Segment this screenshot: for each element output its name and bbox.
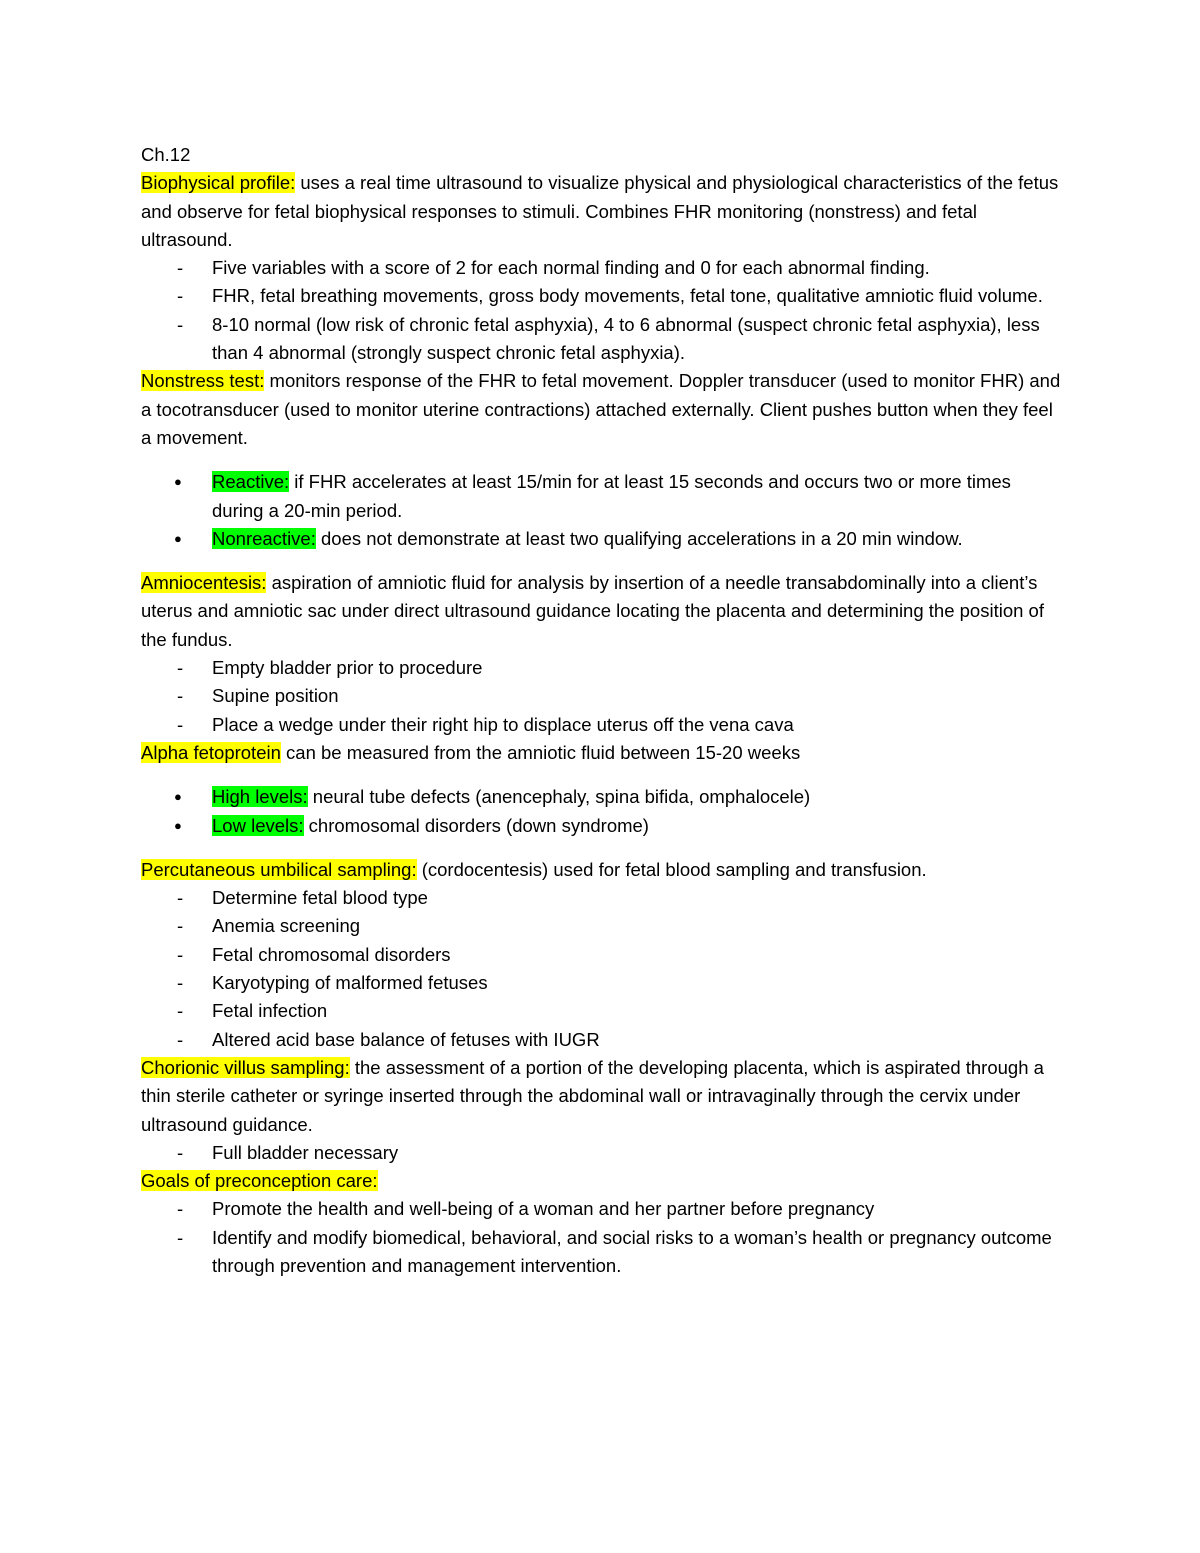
- list-item: - Fetal chromosomal disorders: [141, 941, 1061, 969]
- list-item: - Fetal infection: [141, 997, 1061, 1025]
- high-levels-term: High levels:: [212, 786, 308, 808]
- cvs-paragraph: [141, 1054, 1061, 1139]
- cvs-text: the assessment of a portion of the developing placenta, which is aspirated through a thin sterile catheter or syringe inserted through the abdominal wall or intravaginally through the cervix under ultrasound guidance.: [141, 1056, 1044, 1135]
- reactive-text: if FHR accelerates at least 15/min for at least 15 seconds and occurs two or more times during a 20-min period.: [212, 471, 1011, 521]
- biophysical-text: uses a real time ultrasound to visualize physical and physiological characteristics of the fetus and observe for fetal biophysical responses to stimuli. Combines FHR monitoring (nonstress) and fetal ultrasound.: [141, 172, 1059, 250]
- list-item: - Determine fetal blood type: [141, 884, 1061, 912]
- list-item: - Karyotyping of malformed fetuses: [141, 969, 1061, 997]
- list-item: - 8-10 normal (low risk of chronic fetal asphyxia), 4 to 6 abnormal (suspect chronic fetal asphyxia), less than 4 abnormal (strongly suspect chronic fetal asphyxia).: [141, 311, 1061, 368]
- list-item: - Promote the health and well-being of a woman and her partner before pregnancy: [141, 1195, 1061, 1223]
- list-item: - Five variables with a score of 2 for each normal finding and 0 for each abnormal finding.: [141, 254, 1061, 282]
- goals-term: Goals of preconception care:: [141, 1170, 378, 1192]
- bullet-item: [141, 468, 1061, 525]
- list-item: - Full bladder necessary: [141, 1139, 1061, 1167]
- pubs-paragraph: [141, 856, 1061, 884]
- amnio-term: Amniocentesis:: [141, 572, 267, 594]
- afp-term: Alpha fetoprotein: [141, 741, 281, 763]
- chapter-heading: Ch.12: [141, 144, 191, 165]
- biophysical-paragraph: [141, 169, 1061, 254]
- reactive-term: Reactive:: [212, 471, 290, 493]
- high-levels-text: neural tube defects (anencephaly, spina bifida, omphalocele): [307, 786, 811, 808]
- list-item: - Place a wedge under their right hip to displace uterus off the vena cava: [141, 711, 1061, 739]
- bullet-item: [141, 812, 1061, 840]
- list-item: - Supine position: [141, 682, 1061, 710]
- nonstress-text: monitors response of the FHR to fetal movement. Doppler transducer (used to monitor FHR) and a tocotransducer (used to monitor uterine contractions) attached externally. Client pushes button when they feel a movement.: [141, 370, 1061, 448]
- list-item: - FHR, fetal breathing movements, gross body movements, fetal tone, qualitative amniotic fluid volume.: [141, 282, 1061, 310]
- nonstress-paragraph: [141, 367, 1061, 452]
- goals-paragraph: [141, 1167, 1061, 1195]
- pubs-text: (cordocentesis) used for fetal blood sampling and transfusion.: [416, 858, 927, 880]
- bullet-item: [141, 783, 1061, 811]
- biophysical-term: Biophysical profile:: [141, 172, 296, 194]
- bullet-item: [141, 525, 1061, 553]
- cvs-term: Chorionic villus sampling:: [141, 1056, 350, 1078]
- nonstress-term: Nonstress test:: [141, 370, 265, 392]
- afp-text: can be measured from the amniotic fluid between 15-20 weeks: [280, 741, 801, 763]
- pubs-term: Percutaneous umbilical sampling:: [141, 858, 417, 880]
- low-levels-term: Low levels:: [212, 814, 304, 836]
- amnio-text: aspiration of amniotic fluid for analysis by insertion of a needle transabdominally into a client’s uterus and amniotic sac under direct ultrasound guidance locating the placenta and determining the position of the fundus.: [141, 572, 1044, 650]
- list-item: - Empty bladder prior to procedure: [141, 654, 1061, 682]
- document-page: [141, 141, 1061, 1280]
- amnio-paragraph: [141, 569, 1061, 654]
- low-levels-text: chromosomal disorders (down syndrome): [303, 814, 649, 836]
- nonreactive-term: Nonreactive:: [212, 527, 316, 549]
- afp-paragraph: [141, 739, 1061, 767]
- list-item: - Altered acid base balance of fetuses with IUGR: [141, 1026, 1061, 1054]
- nonreactive-text: does not demonstrate at least two qualifying accelerations in a 20 min window.: [315, 527, 963, 549]
- list-item: - Anemia screening: [141, 912, 1061, 940]
- list-item: - Identify and modify biomedical, behavioral, and social risks to a woman’s health or pregnancy outcome through prevention and management intervention.: [141, 1224, 1061, 1281]
